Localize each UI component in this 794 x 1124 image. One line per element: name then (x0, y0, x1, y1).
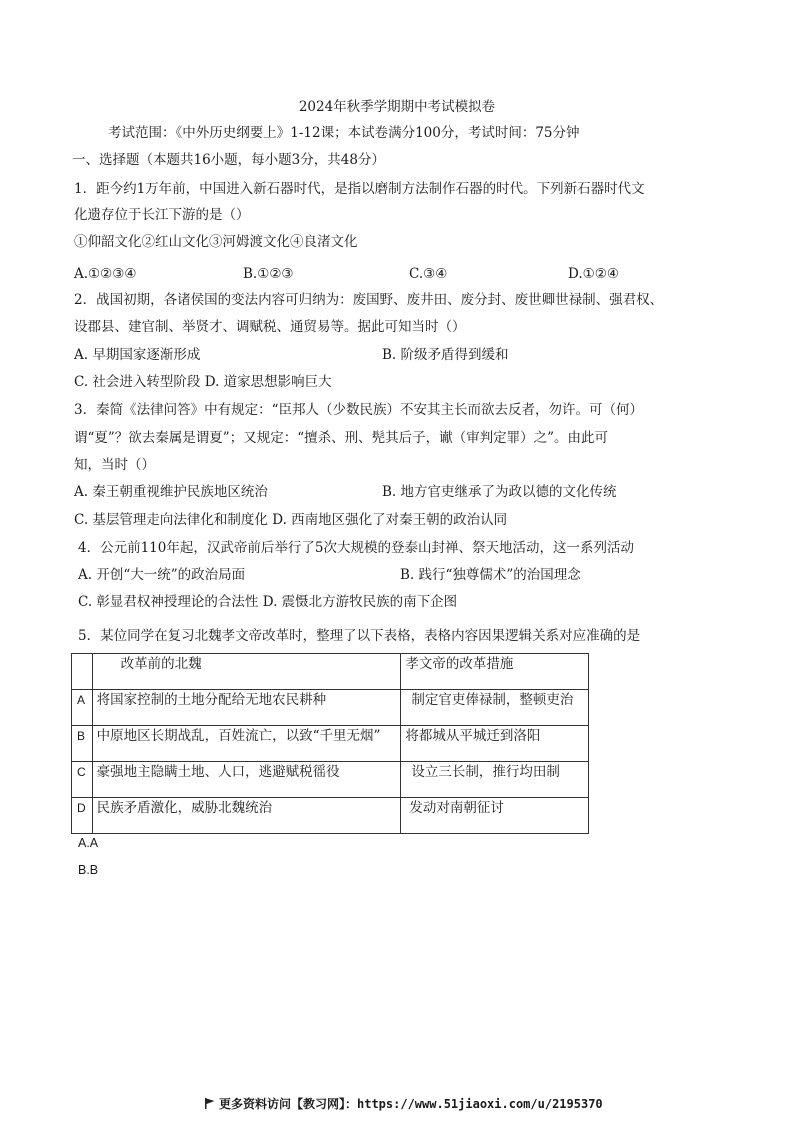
table-header-cell: 改革前的北魏 (92, 654, 401, 690)
q3-stem-line1: 3．秦简《法律问答》中有规定：“臣邦人（少数民族）不安其主长而欲去反者，勿许。可（何） (74, 402, 643, 418)
q5-option-a: A.A (78, 836, 99, 850)
q2-stem-line2: 设郡县、建官制、举贤才、调赋税、通贸易等。据此可知当时（） (74, 319, 466, 335)
q2-option-a: A. 早期国家逐渐形成 (74, 347, 201, 363)
footer-link[interactable] (205, 1095, 603, 1112)
table-cell-letter: D (72, 798, 93, 834)
q2-stem-line1: 2．战国初期，各诸侯国的变法内容可归纳为：废国野、废井田、废分封、废世卿世禄制、强君权、 (74, 292, 664, 308)
table-row (72, 726, 589, 762)
q4-option-a: A. 开创“大一统”的政治局面 (78, 567, 246, 583)
table-cell: 将国家控制的土地分配给无地农民耕种 (92, 690, 401, 726)
flag-icon (205, 1098, 215, 1109)
q1-option-c: C.③④ (409, 266, 448, 282)
table-cell: 制定官吏俸禄制，整顿吏治 (401, 690, 589, 726)
q4-stem-line1: 4．公元前110年起，汉武帝前后举行了5次大规模的登泰山封禅、祭天地活动，这一系列活动 (78, 540, 634, 556)
table-row (72, 798, 589, 834)
q3-option-a: A. 秦王朝重视维护民族地区统治 (74, 484, 268, 500)
table-cell-letter: A (72, 690, 93, 726)
q5-option-b: B.B (78, 863, 99, 877)
table-cell-letter: B (72, 726, 93, 762)
flag-banner (207, 1099, 215, 1105)
q3-stem-line2: 谓“夏”？欲去秦属是谓夏”；又规定：“擅杀、刑、髡其后子，谳（审判定罪）之”。由此可 (74, 430, 609, 446)
q4-option-cd: C. 彰显君权神授理论的合法性 D. 震慑北方游牧民族的南下企图 (78, 594, 458, 610)
exam-title: 2024年秋季学期期中考试模拟卷 (298, 99, 496, 115)
q1-option-d: D.①②④ (568, 266, 619, 282)
table-cell: 发动对南朝征讨 (401, 798, 589, 834)
q2-option-b: B. 阶级矛盾得到缓和 (382, 347, 509, 363)
q5-table (71, 653, 589, 834)
table-header-row (72, 654, 589, 690)
table-cell-letter: C (72, 762, 93, 798)
q2-option-cd: C. 社会进入转型阶段 D. 道家思想影响巨大 (74, 374, 332, 390)
q5-stem-line1: 5．某位同学在复习北魏孝文帝改革时，整理了以下表格，表格内容因果逻辑关系对应准确的是 (78, 628, 641, 644)
q3-option-b: B. 地方官吏继承了为政以德的文化传统 (382, 484, 617, 500)
table-cell: 中原地区长期战乱，百姓流亡，以致“千里无烟” (92, 726, 401, 762)
footer-text[interactable]: 更多资料访问【教习网】：https://www.51jiaoxi.com/u/2195370 (219, 1097, 603, 1111)
table-header-cell: 孝文帝的改革措施 (401, 654, 589, 690)
q1-option-b: B.①②③ (243, 266, 294, 282)
q1-option-a: A.①②③④ (74, 266, 137, 282)
q3-stem-line3: 知，当时（） (74, 457, 155, 473)
flag-pole (205, 1098, 207, 1109)
q3-option-cd: C. 基层管理走向法律化和制度化 D. 西南地区强化了对秦王朝的政治认同 (74, 512, 508, 528)
q1-items: ①仰韶文化②红山文化③河姆渡文化④良渚文化 (74, 234, 358, 250)
q4-option-b: B. 践行“独尊儒术”的治国理念 (400, 567, 581, 583)
q1-stem-line2: 化遗存位于长江下游的是（） (74, 207, 250, 223)
table-cell: 民族矛盾激化，威胁北魏统治 (92, 798, 401, 834)
table-cell: 豪强地主隐瞒土地、人口，逃避赋税徭役 (92, 762, 401, 798)
table-header-cell (72, 654, 93, 690)
table-cell: 将都城从平城迁到洛阳 (401, 726, 589, 762)
table-row (72, 762, 589, 798)
table-cell: 设立三长制，推行均田制 (401, 762, 589, 798)
table-row (72, 690, 589, 726)
exam-scope: 考试范围：《中外历史纲要上》1-12课；本试卷满分100分，考试时间：75分钟 (108, 125, 580, 141)
q1-stem-line1: 1．距今约1万年前，中国进入新石器时代，是指以磨制方法制作石器的时代。下列新石器时代文 (74, 181, 645, 197)
section-heading: 一、选择题（本题共16小题，每小题3分，共48分） (72, 152, 385, 168)
